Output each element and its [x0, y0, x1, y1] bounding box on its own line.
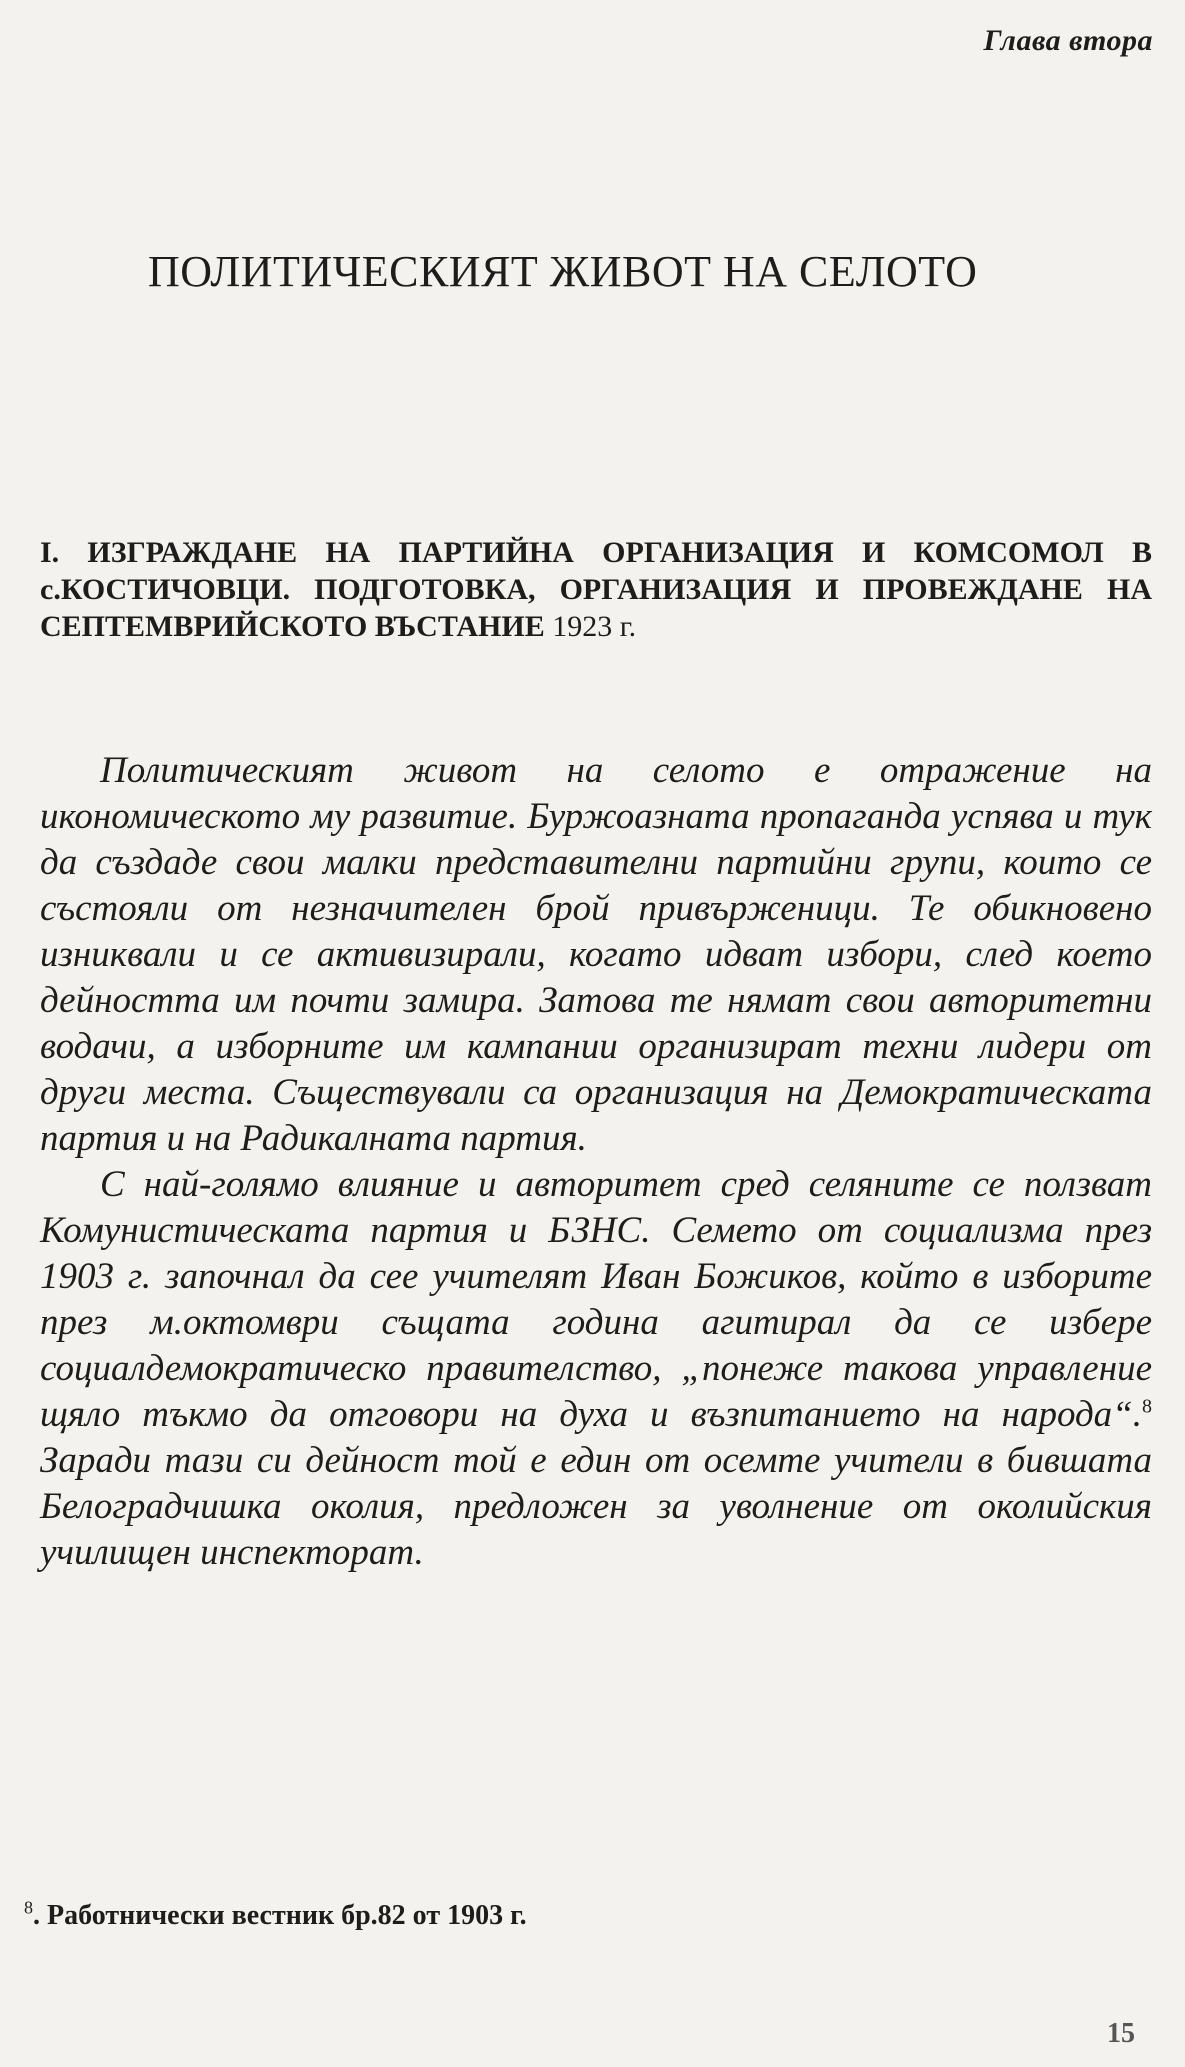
section-year: 1923 г. [552, 610, 637, 643]
footnote [24, 1897, 527, 1932]
paragraph [40, 1162, 1152, 1576]
chapter-label: Глава втора [983, 24, 1153, 57]
footnote-reference: 8 [1142, 1395, 1152, 1418]
footnote-marker: 8 [24, 1897, 33, 1918]
paragraph-text: С най-голямо влияние и авторитет сред селяните се ползват Комунистическата партия и БЗНС. Семето от социализма през 1903 г. започнал да сее учителят Иван Божиков, който в изборите през м.октомври същата година агитирал да се избере социалдемократическо правителство, „понеже такова управление щяло тъкмо да отговори на духа и възпитанието на народа“. [40, 1164, 1152, 1435]
body-text [40, 748, 1152, 1576]
paragraph-text: Заради тази си дейност той е един от осемте учители в бившата Белоградчишка околия, предложен за уволнение от околийския училищен инспекторат. [40, 1440, 1152, 1573]
paragraph: Политическият живот на селото е отражение на икономическото му развитие. Буржоазната пропаганда успява и тук да създаде свои малки представителни партийни групи, които се състояли от незначителен брой привърженици. Те обикновено изниквали и се активизирали, когато идват избори, след което дейността им почти замира. Затова те нямат свои авторитетни водачи, а изборните им кампании организират техни лидери от други места. Съществували са организация на Демократическата партия и на Радикалната партия. [40, 750, 1152, 1159]
section-heading-text: I. ИЗГРАЖДАНЕ НА ПАРТИЙНА ОРГАНИЗАЦИЯ И КОМСОМОЛ В с.КОСТИЧОВЦИ. ПОДГОТОВКА, ОРГАНИЗАЦИЯ И ПРОВЕЖДАНЕ НА СЕПТЕМВРИЙСКОТО ВЪСТАНИЕ [40, 536, 1152, 643]
section-heading [40, 534, 1152, 645]
page-title: ПОЛИТИЧЕСКИЯТ ЖИВОТ НА СЕЛОТО [148, 247, 978, 296]
footnote-text: . Работнически вестник бр.82 от 1903 г. [33, 1900, 527, 1931]
page-number: 15 [1107, 2018, 1135, 2049]
